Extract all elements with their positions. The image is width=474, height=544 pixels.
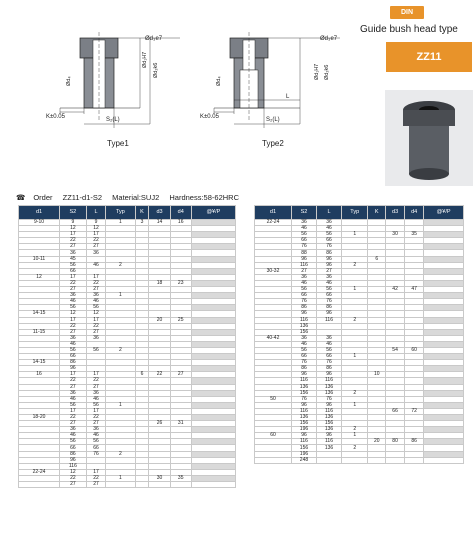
- table-cell: 17: [60, 274, 87, 280]
- price-cell: [191, 482, 235, 488]
- table-cell: 1: [342, 433, 368, 439]
- table-cell: 76: [316, 299, 341, 305]
- din-badge: DIN: [390, 6, 424, 19]
- table-cell: 56: [60, 439, 87, 445]
- table-cell: 27: [316, 268, 341, 274]
- table-cell: 12: [60, 469, 87, 475]
- column-header: Typ: [342, 206, 368, 220]
- table-cell: 96: [316, 262, 341, 268]
- table-cell: 116: [291, 317, 316, 323]
- table-cell: 46: [86, 396, 106, 402]
- table-cell: 66: [291, 238, 316, 244]
- table-cell: 46: [291, 280, 316, 286]
- table-cell: 136: [316, 415, 341, 421]
- table-cell: 96: [316, 256, 341, 262]
- table-cell: 76: [291, 244, 316, 250]
- table-cell: 76: [316, 396, 341, 402]
- table-cell: 66: [291, 293, 316, 299]
- table-cell: 116: [291, 262, 316, 268]
- type1-d4-label: Ød₄: [66, 76, 72, 86]
- table-cell: [19, 482, 60, 488]
- table-cell: 56: [60, 262, 87, 268]
- table-cell: [316, 457, 341, 463]
- table-cell: 22: [86, 378, 106, 384]
- table-cell: [149, 482, 170, 488]
- table-cell: 27: [86, 329, 106, 335]
- table-cell: 66: [291, 354, 316, 360]
- table-cell: 46: [60, 396, 87, 402]
- table-cell: 136: [316, 384, 341, 390]
- table-cell: 27: [60, 384, 87, 390]
- table-cell: 136: [316, 445, 341, 451]
- table-cell: 27: [170, 372, 191, 378]
- table-cell: 36: [86, 250, 106, 256]
- column-header: S2: [291, 206, 316, 220]
- table-cell: 46: [60, 341, 87, 347]
- table-cell: 46: [60, 299, 87, 305]
- table-cell: 27: [86, 482, 106, 488]
- table-cell: 36: [291, 335, 316, 341]
- table-cell: 2: [106, 262, 135, 268]
- table-cell: 156: [291, 445, 316, 451]
- table-row: [255, 457, 464, 463]
- table-cell: 22: [86, 415, 106, 421]
- table-cell: 30: [149, 475, 170, 481]
- table-cell: 66: [316, 293, 341, 299]
- table-cell: 66: [60, 445, 87, 451]
- type2-k-label: K±0.05: [200, 114, 219, 120]
- table-cell: 76: [291, 396, 316, 402]
- table-cell: 86: [316, 305, 341, 311]
- table-cell: 9-10: [19, 220, 60, 226]
- table-cell: 36: [291, 274, 316, 280]
- table-cell: 156: [291, 329, 316, 335]
- table-cell: 35: [405, 232, 424, 238]
- table-cell: 46: [316, 341, 341, 347]
- table-cell: 248: [291, 457, 316, 463]
- table-cell: 56: [291, 347, 316, 353]
- table-cell: 1: [342, 354, 368, 360]
- type1-drawing: [46, 32, 180, 148]
- table-cell: 36: [60, 335, 87, 341]
- table-cell: 66: [86, 445, 106, 451]
- column-header: d1: [255, 206, 292, 220]
- table-cell: 22: [149, 372, 170, 378]
- table-cell: 36: [86, 427, 106, 433]
- table-cell: [170, 482, 191, 488]
- table-cell: 17: [60, 232, 87, 238]
- table-cell: 16: [170, 220, 191, 226]
- table-cell: 60: [405, 347, 424, 353]
- table-cell: 14-15: [19, 360, 60, 366]
- table-cell: 86: [291, 366, 316, 372]
- table-cell: 10: [368, 372, 386, 378]
- table-cell: 96: [316, 311, 341, 317]
- table-cell: 30: [386, 232, 405, 238]
- type2-label: Type2: [262, 139, 284, 148]
- table-cell: 1: [106, 402, 135, 408]
- table-cell: 96: [291, 311, 316, 317]
- table-cell: 96: [316, 433, 341, 439]
- table-cell: 27: [291, 268, 316, 274]
- table-cell: 46: [316, 226, 341, 232]
- table-cell: 96: [291, 256, 316, 262]
- table-cell: 2: [342, 390, 368, 396]
- technical-drawing: [0, 0, 474, 185]
- table-cell: 22: [86, 280, 106, 286]
- type2-d3-label: Ød₃e7: [320, 36, 338, 42]
- table-cell: 16: [19, 372, 60, 378]
- table-cell: 27: [60, 244, 87, 250]
- table-cell: 10-11: [19, 256, 60, 262]
- table-cell: 56: [316, 232, 341, 238]
- column-header: d4: [405, 206, 424, 220]
- table-cell: [342, 457, 368, 463]
- order-line: [16, 193, 247, 202]
- table-cell: 27: [60, 329, 87, 335]
- table-cell: 12: [60, 311, 87, 317]
- table-cell: 80: [386, 439, 405, 445]
- table-cell: 17: [86, 274, 106, 280]
- table-cell: 156: [291, 390, 316, 396]
- column-header: Typ: [106, 206, 135, 220]
- table-cell: 196: [291, 451, 316, 457]
- table-cell: 116: [291, 408, 316, 414]
- type2-s2-label: S₂(L): [266, 117, 280, 123]
- table-cell: [386, 457, 405, 463]
- type2-drawing: [200, 32, 340, 148]
- type1-d3-label: Ød₃e7: [145, 36, 163, 42]
- table-cell: 86: [60, 451, 87, 457]
- order-code: ZZ11-d1-S2: [62, 193, 103, 202]
- table-cell: 96: [291, 433, 316, 439]
- table-cell: 45: [60, 256, 87, 262]
- table-cell: 76: [291, 299, 316, 305]
- table-cell: 1: [106, 220, 135, 226]
- table-cell: 22: [60, 415, 87, 421]
- table-cell: 86: [316, 366, 341, 372]
- table-cell: 36: [291, 220, 316, 226]
- column-header: d3: [386, 206, 405, 220]
- table-cell: 22: [60, 238, 87, 244]
- table-cell: 27: [86, 421, 106, 427]
- table-cell: 1: [342, 232, 368, 238]
- table-cell: 46: [291, 341, 316, 347]
- table-cell: 17: [86, 408, 106, 414]
- column-header: L: [316, 206, 341, 220]
- table-cell: 18: [149, 280, 170, 286]
- table-cell: 56: [60, 305, 87, 311]
- table-cell: [405, 457, 424, 463]
- column-header: S2: [60, 206, 87, 220]
- table-cell: 116: [60, 463, 87, 469]
- table-cell: 56: [86, 402, 106, 408]
- table-cell: 56: [291, 232, 316, 238]
- table-cell: 86: [291, 305, 316, 311]
- table-cell: 76: [316, 244, 341, 250]
- table-cell: 60: [255, 433, 292, 439]
- table-cell: 56: [316, 287, 341, 293]
- table-cell: 11-15: [19, 329, 60, 335]
- table-cell: 22: [60, 378, 87, 384]
- table-cell: [135, 482, 149, 488]
- table-cell: 27: [60, 287, 87, 293]
- type1-s2-label: S₂(L): [106, 117, 120, 123]
- type1-d1-label: Ød₁H7: [142, 51, 148, 68]
- table-cell: 1: [106, 293, 135, 299]
- table-cell: 14: [149, 220, 170, 226]
- table-cell: 3: [135, 220, 149, 226]
- table-cell: 17: [86, 232, 106, 238]
- phone-icon: ☎: [16, 193, 26, 202]
- table-cell: 27: [60, 482, 87, 488]
- table-cell: 22: [60, 323, 87, 329]
- table-cell: 66: [386, 408, 405, 414]
- column-header: K: [135, 206, 149, 220]
- table-cell: 27: [86, 287, 106, 293]
- table-cell: 20: [368, 439, 386, 445]
- bush-drawings-svg: [0, 0, 380, 185]
- type2-d1-label: Ød₁H7: [314, 63, 320, 80]
- table-cell: 1: [342, 287, 368, 293]
- table-cell: 116: [291, 378, 316, 384]
- table-cell: 116: [291, 439, 316, 445]
- table-cell: 36: [86, 293, 106, 299]
- table-cell: 2: [342, 427, 368, 433]
- table-cell: 96: [60, 457, 87, 463]
- right-table-header: [255, 206, 464, 220]
- product-photo: [385, 90, 473, 186]
- table-cell: 17: [60, 408, 87, 414]
- table-cell: 26: [149, 421, 170, 427]
- table-cell: 31: [170, 421, 191, 427]
- type-title: Guide bush head type: [360, 24, 458, 35]
- type1-k-label: K±0.05: [46, 114, 65, 120]
- type2-l-label: L: [286, 94, 290, 100]
- table-cell: 156: [291, 421, 316, 427]
- table-cell: 76: [316, 360, 341, 366]
- table-cell: 36: [316, 220, 341, 226]
- table-cell: 35: [170, 475, 191, 481]
- hardness-text: Hardness:58-62HRC: [169, 193, 239, 202]
- table-cell: 36: [60, 250, 87, 256]
- table-cell: 2: [342, 445, 368, 451]
- table-cell: 86: [60, 360, 87, 366]
- table-cell: 23: [170, 280, 191, 286]
- table-cell: 36: [86, 335, 106, 341]
- table-cell: 2: [106, 347, 135, 353]
- table-cell: 86: [405, 439, 424, 445]
- table-cell: 17: [86, 317, 106, 323]
- table-cell: 96: [291, 402, 316, 408]
- table-cell: 56: [86, 347, 106, 353]
- material-text: Material:SUJ2: [112, 193, 160, 202]
- table-cell: 46: [291, 226, 316, 232]
- type2-d2-label: Ød₂k6: [324, 64, 330, 80]
- table-cell: 46: [86, 433, 106, 439]
- table-cell: 66: [316, 354, 341, 360]
- table-cell: 116: [316, 317, 341, 323]
- table-cell: 22: [86, 475, 106, 481]
- table-cell: 72: [405, 408, 424, 414]
- table-cell: 40-42: [255, 335, 292, 341]
- column-header: @¥/P: [424, 206, 464, 220]
- table-cell: 1: [342, 402, 368, 408]
- table-cell: 36: [60, 293, 87, 299]
- table-cell: 36: [60, 390, 87, 396]
- column-header: d1: [19, 206, 60, 220]
- table-cell: 86: [316, 250, 341, 256]
- table-cell: 136: [291, 384, 316, 390]
- table-cell: 76: [86, 451, 106, 457]
- table-cell: 116: [316, 439, 341, 445]
- left-spec-table: [18, 205, 236, 488]
- product-code-badge: ZZ11: [386, 42, 472, 72]
- table-cell: 136: [316, 427, 341, 433]
- table-cell: 116: [316, 378, 341, 384]
- table-cell: 56: [60, 347, 87, 353]
- table-cell: 116: [316, 408, 341, 414]
- table-cell: 56: [86, 305, 106, 311]
- table-cell: 18-20: [19, 415, 60, 421]
- table-cell: 56: [86, 439, 106, 445]
- table-cell: 36: [316, 335, 341, 341]
- table-cell: 17: [86, 372, 106, 378]
- table-cell: 9: [60, 220, 87, 226]
- column-header: L: [86, 206, 106, 220]
- table-cell: 36: [86, 390, 106, 396]
- table-cell: 47: [405, 287, 424, 293]
- table-cell: 66: [60, 268, 87, 274]
- table-cell: 46: [60, 433, 87, 439]
- table-cell: 56: [291, 287, 316, 293]
- table-cell: 66: [60, 354, 87, 360]
- table-cell: 20: [149, 317, 170, 323]
- table-cell: 22-24: [19, 469, 60, 475]
- table-cell: 46: [86, 299, 106, 305]
- table-cell: 2: [106, 451, 135, 457]
- table-cell: 2: [342, 317, 368, 323]
- column-header: d4: [170, 206, 191, 220]
- table-row: [19, 482, 236, 488]
- table-cell: 6: [135, 372, 149, 378]
- table-cell: [106, 482, 135, 488]
- table-cell: 12: [86, 311, 106, 317]
- table-cell: 12: [19, 274, 60, 280]
- table-cell: 96: [316, 402, 341, 408]
- table-cell: 96: [316, 372, 341, 378]
- column-header: d3: [149, 206, 170, 220]
- table-cell: 56: [60, 402, 87, 408]
- table-cell: 27: [86, 244, 106, 250]
- type1-d2-label: Ød₂k6: [153, 62, 159, 78]
- table-cell: 14-15: [19, 311, 60, 317]
- table-cell: 54: [386, 347, 405, 353]
- table-cell: 17: [60, 317, 87, 323]
- table-cell: 56: [316, 347, 341, 353]
- table-cell: 36: [60, 427, 87, 433]
- column-header: K: [368, 206, 386, 220]
- table-cell: [368, 457, 386, 463]
- price-cell: [424, 457, 464, 463]
- order-label: Order: [33, 193, 53, 202]
- table-cell: 136: [291, 323, 316, 329]
- table-cell: 156: [316, 421, 341, 427]
- table-cell: 36: [316, 274, 341, 280]
- type1-label: Type1: [107, 139, 129, 148]
- table-cell: 30-32: [255, 268, 292, 274]
- table-cell: 46: [86, 262, 106, 268]
- table-cell: 12: [60, 226, 87, 232]
- table-cell: 27: [60, 421, 87, 427]
- column-header: @¥/P: [191, 206, 235, 220]
- table-cell: 1: [106, 475, 135, 481]
- table-cell: 66: [316, 238, 341, 244]
- table-cell: 22: [60, 475, 87, 481]
- table-cell: 88: [291, 250, 316, 256]
- table-cell: 9: [86, 220, 106, 226]
- table-cell: 22-24: [255, 220, 292, 226]
- type2-d4-label: Ød₄: [216, 76, 222, 86]
- table-cell: 22: [60, 280, 87, 286]
- right-spec-table: [254, 205, 464, 464]
- table-cell: 136: [316, 390, 341, 396]
- table-cell: 17: [86, 469, 106, 475]
- table-cell: 46: [316, 280, 341, 286]
- table-cell: 22: [86, 238, 106, 244]
- table-cell: 76: [291, 360, 316, 366]
- table-cell: 50: [255, 396, 292, 402]
- table-cell: 22: [86, 323, 106, 329]
- table-cell: 96: [291, 372, 316, 378]
- table-cell: 25: [170, 317, 191, 323]
- table-cell: 27: [86, 384, 106, 390]
- table-cell: 42: [386, 287, 405, 293]
- table-cell: 12: [86, 226, 106, 232]
- left-table-header: [19, 206, 236, 220]
- table-cell: 96: [60, 366, 87, 372]
- table-cell: [255, 457, 292, 463]
- table-cell: 17: [60, 372, 87, 378]
- table-cell: 136: [291, 415, 316, 421]
- table-cell: 196: [291, 427, 316, 433]
- table-cell: 2: [342, 262, 368, 268]
- table-cell: 6: [368, 256, 386, 262]
